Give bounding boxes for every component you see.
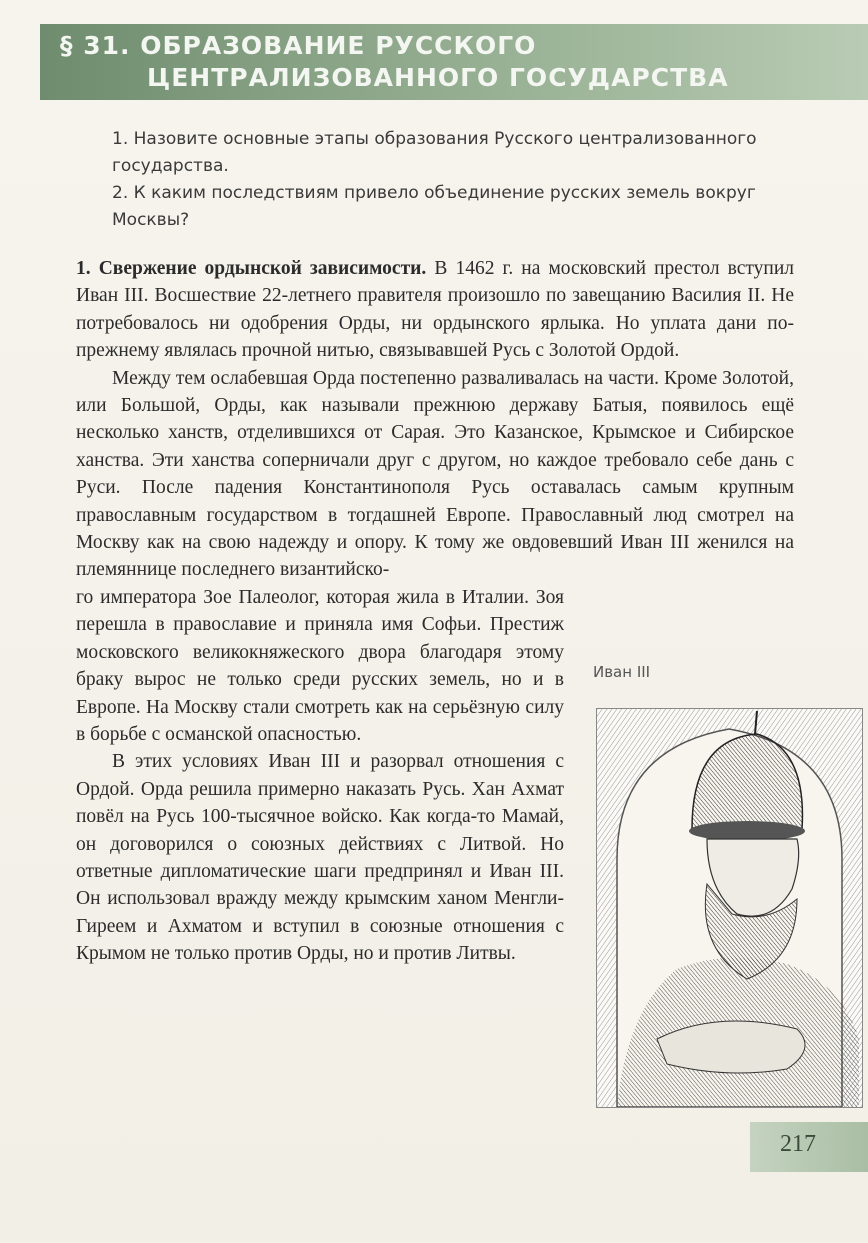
review-questions <box>112 126 802 234</box>
paragraph: В этих условиях Иван III и разорвал отношения с Ордой. Орда решила примерно наказать Русь. Хан Ахмат повёл на Русь 100-тысячное войско. Как когда-то Мамай, он договорился о союзных действиях с Литвой. Но ответные дипломатические шаги предпринял и Иван III. Он использовал вражду между крымским ханом Менгли-Гиреем и Ахматом и вступил в союзные отношения с Крымом не только против Орды, но и против Литвы. <box>76 751 564 965</box>
portrait-illustration <box>596 708 863 1108</box>
portrait-engraving <box>597 709 862 1107</box>
figure-caption: Иван III <box>593 663 651 681</box>
paragraph: 1. Свержение ордынской зависимости. В 1462 г. на московский престол вступил Иван III. Восшествие 22-летнего правителя произошло по завещанию Василия II. Не потребовалось ни одобрения Орды, ни ордынского ярлыка. Но уплата дани по-прежнему являлась прочной нитью, связывавшей Русь с Золотой Ордой. <box>76 258 794 362</box>
paragraph: Между тем ослабевшая Орда постепенно разваливалась на части. Кроме Золотой, или Большой, Орды, как называли прежнюю державу Батыя, появилось ещё несколько ханств, отделившихся от Сарая. Это Казанское, Крымское и Сибирское ханства. Эти ханства соперничали друг с другом, но каждое требовало себе дань с Руси. После падения Константинополя Русь оставалась самым крупным православным государством в тогдашней Европе. Православный люд смотрел на Москву как на свою надежду и опору. К тому же овдовевший Иван III женился на племяннице последнего византийско- <box>76 367 794 581</box>
chapter-title-line2: ЦЕНТРАЛИЗОВАННОГО ГОСУДАРСТВА <box>147 63 729 92</box>
chapter-title-line1: § 31. ОБРАЗОВАНИЕ РУССКОГО <box>60 31 537 60</box>
paragraph: го императора Зое Палеолог, которая жила в Италии. Зоя перешла в православие и приняла имя Софьи. Престиж московского великокняжеского двора благодаря этому браку вырос не только среди русских земель, но и в Европе. На Москву стали смотреть как на серьёзную силу в борьбе с османской опасностью. <box>76 586 564 745</box>
question-item: 2. К каким последствиям привело объединение русских земель вокруг Москвы? <box>112 183 756 230</box>
section-heading: 1. Свержение ордынской зависимости. <box>76 258 427 279</box>
question-item: 1. Назовите основные этапы образования Русского централизованного государства. <box>112 129 757 176</box>
page-number: 217 <box>780 1131 816 1157</box>
chapter-title <box>60 30 850 94</box>
